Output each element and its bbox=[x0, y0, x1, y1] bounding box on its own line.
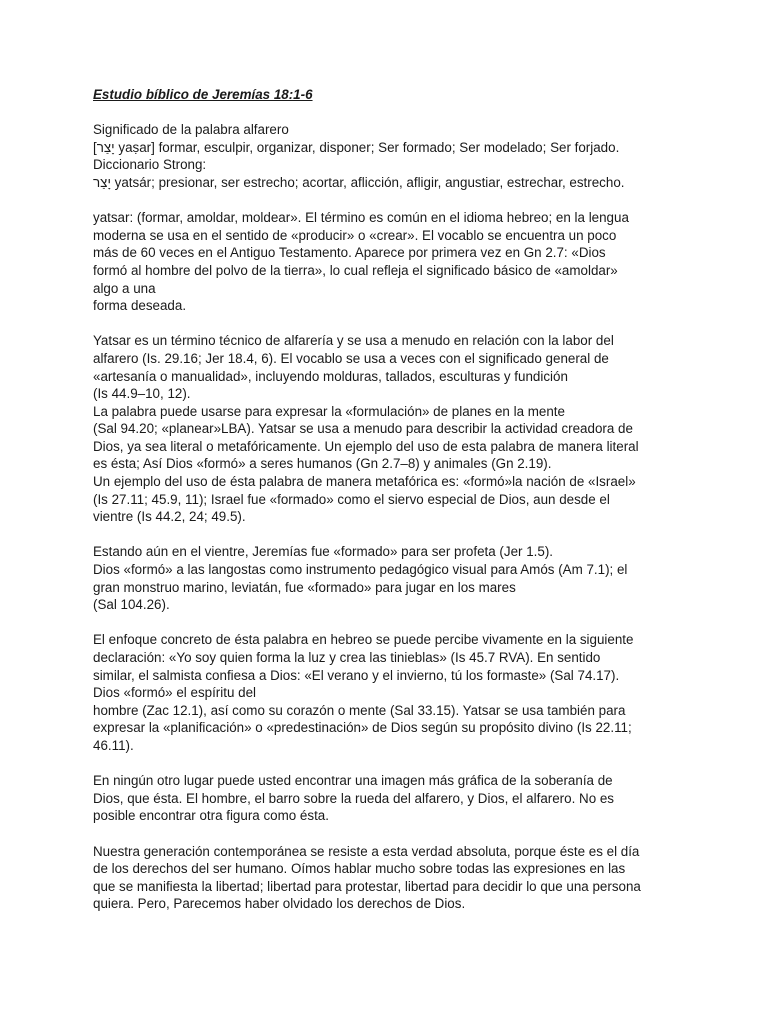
text-line: vientre (Is 44.2, 24; 49.5). bbox=[93, 509, 246, 525]
paragraph bbox=[93, 209, 683, 315]
text-line: forma deseada. bbox=[93, 298, 187, 314]
text-line: alfarero (Is. 29.16; Jer 18.4, 6). El vocablo se usa a veces con el significado general de bbox=[93, 350, 609, 366]
text-line: (Is 44.9–10, 12). bbox=[93, 386, 191, 402]
text-line: quiera. Pero, Parecemos haber olvidado los derechos de Dios. bbox=[93, 896, 466, 912]
text-line: [יָצַר yaṣar] formar, esculpir, organizar, disponer; Ser formado; Ser modelado; Ser forjado. bbox=[93, 139, 620, 155]
text-line: de los derechos del ser humano. Oímos hablar mucho sobre todas las expresiones en las bbox=[93, 861, 626, 877]
text-line: moderna se usa en el sentido de «producir» o «crear». El vocablo se encuentra un poco bbox=[93, 227, 617, 243]
text-line: Diccionario Strong: bbox=[93, 157, 207, 173]
paragraph bbox=[93, 631, 683, 754]
text-line: (Sal 94.20; «planear»LBA). Yatsar se usa a menudo para describir la actividad creadora de bbox=[93, 421, 633, 437]
paragraph bbox=[93, 843, 683, 913]
text-line: es ésta; Así Dios «formó» a seres humanos (Gn 2.7–8) y animales (Gn 2.19). bbox=[93, 456, 552, 472]
paragraph bbox=[93, 543, 683, 613]
text-line: que se manifiesta la libertad; libertad para protestar, libertad para decidir lo que una persona bbox=[93, 878, 641, 894]
text-line: formó al hombre del polvo de la tierra», lo cual refleja el significado básico de «amoldar» bbox=[93, 262, 618, 278]
paragraph bbox=[93, 121, 683, 191]
text-line: similar, el salmista confiesa a Dios: «El verano y el invierno, tú los formaste» (Sal 74.17). bbox=[93, 667, 620, 683]
text-line: (Sal 104.26). bbox=[93, 597, 170, 613]
text-line: 46.11). bbox=[93, 737, 134, 753]
text-line: El enfoque concreto de ésta palabra en hebreo se puede percibe vivamente en la siguiente bbox=[93, 632, 634, 648]
text-line: Estando aún en el vientre, Jeremías fue «formado» para ser profeta (Jer 1.5). bbox=[93, 544, 553, 560]
text-line: La palabra puede usarse para expresar la «formulación» de planes en la mente bbox=[93, 403, 565, 419]
text-line: más de 60 veces en el Antiguo Testamento. Aparece por primera vez en Gn 2.7: «Dios bbox=[93, 245, 606, 261]
text-line: Nuestra generación contemporánea se resiste a esta verdad absoluta, porque éste es el día bbox=[93, 843, 640, 859]
paragraph bbox=[93, 332, 683, 526]
text-line: yatsar: (formar, amoldar, moldear». El término es común en el idioma hebreo; en la lengua bbox=[93, 210, 629, 226]
text-line: Dios, que ésta. El hombre, el barro sobre la rueda del alfarero, y Dios, el alfarero. No es bbox=[93, 790, 615, 806]
text-line: Un ejemplo del uso de ésta palabra de manera metafórica es: «formó»la nación de «Israel» bbox=[93, 474, 636, 490]
text-line: gran monstruo marino, leviatán, fue «formado» para jugar en los mares bbox=[93, 579, 516, 595]
text-line: «artesanía o manualidad», incluyendo molduras, tallados, esculturas y fundición bbox=[93, 368, 568, 384]
text-line: יָצַר yatsár; presionar, ser estrecho; acortar, aflicción, afligir, angustiar, estrechar, estrecho. bbox=[93, 174, 625, 190]
text-line: algo a una bbox=[93, 280, 156, 296]
document-page bbox=[93, 86, 683, 931]
text-line: Dios «formó» a las langostas como instrumento pedagógico visual para Amós (Am 7.1); el bbox=[93, 562, 628, 578]
text-line: expresar la «planificación» o «predestinación» de Dios según su propósito divino (Is 22.11; bbox=[93, 720, 632, 736]
text-line: Dios, ya sea literal o metafóricamente. Un ejemplo del uso de esta palabra de manera literal bbox=[93, 438, 639, 454]
text-line: hombre (Zac 12.1), así como su corazón o mente (Sal 33.15). Yatsar se usa también para bbox=[93, 702, 626, 718]
document-body bbox=[93, 121, 683, 913]
text-line: posible encontrar otra figura como ésta. bbox=[93, 808, 329, 824]
text-line: Yatsar es un término técnico de alfarería y se usa a menudo en relación con la labor del bbox=[93, 333, 614, 349]
text-line: declaración: «Yo soy quien forma la luz y crea las tinieblas» (Is 45.7 RVA). En sentido bbox=[93, 650, 601, 665]
text-line: (Is 27.11; 45.9, 11); Israel fue «formado» como el siervo especial de Dios, aun desde el bbox=[93, 491, 610, 507]
document-title: Estudio bíblico de Jeremías 18:1-6 bbox=[93, 87, 313, 102]
paragraph bbox=[93, 772, 683, 825]
text-line: En ningún otro lugar puede usted encontrar una imagen más gráfica de la soberanía de bbox=[93, 773, 613, 789]
text-line: Dios «formó» el espíritu del bbox=[93, 685, 256, 701]
text-line: Significado de la palabra alfarero bbox=[93, 122, 289, 138]
